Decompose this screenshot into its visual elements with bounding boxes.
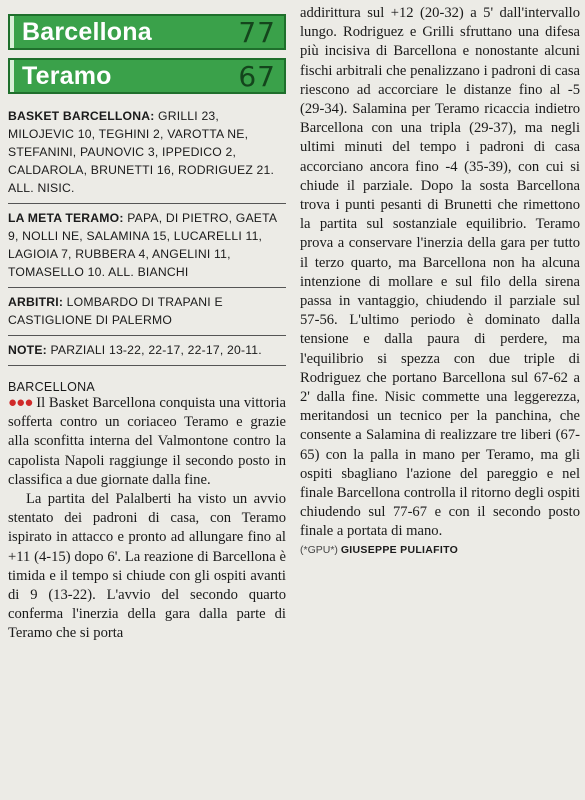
left-column [8,14,286,644]
byline-author: GIUSEPPE PULIAFITO [340,543,459,556]
boxscore-label: BASKET BARCELLONA: [8,109,155,123]
byline-tag: (*GPU*) [300,543,338,556]
team-score: 67 [238,59,276,93]
boxscore-text: PARZIALI 13-22, 22-17, 22-17, 20-11. [46,343,262,357]
byline [300,544,580,556]
dateline: BARCELLONA [8,380,96,394]
score-bar-barcellona [8,14,286,50]
boxscore-label: NOTE: [8,343,47,357]
score-bar-teramo [8,58,286,94]
article-paragraph [8,490,286,644]
boxscore-text: PAPA, DI PIETRO, GAETA 9, NOLLI NE, SALAMINA 15, LUCARELLI 11, LAGIOIA 7, RUBBERA 4, ANGELINI 11, TOMASELLO 10. ALL. BIANCHI [8,211,277,279]
bullet-icon: ●●● [8,395,33,411]
right-column [300,4,580,556]
team-name: Teramo [22,61,112,90]
boxscore-arbitri [8,288,286,336]
boxscore-note [8,336,286,366]
boxscore-text: GRILLI 23, MILOJEVIC 10, TEGHINI 2, VAROTTA NE, STEFANINI, PAUNOVIC 3, IPPEDICO 2, CALDAROLA, BRUNETTI 16, RODRIGUEZ 21. ALL. NISIC. [8,109,275,195]
article-body-left [8,394,286,644]
team-score: 77 [238,15,276,49]
boxscore-label: LA META TERAMO: [8,211,124,225]
boxscore-text: LOMBARDO DI TRAPANI E CASTIGLIONE DI PALERMO [8,295,223,327]
article-text: La partita del Palalberti ha visto un avvio stentato dei padroni di casa, con Teramo ispirato in attacco e pronto ad allungare fino al +11 (4-15) dopo 6'. La reazione di Barcellona è timida e il tempo si chiude con gli ospiti avanti di 9 (13-22). L'avvio del secondo quarto conferma l'inerzia della gara dalla parte di Teramo che si porta [8,491,286,642]
article-lead-text: Il Basket Barcellona conquista una vittoria sofferta contro un coriaceo Teramo e grazie alla sconfitta interna del Valmontone contro la capolista Napoli raggiunge il secondo posto in classifica a due giornate dalla fine. [8,395,287,488]
boxscore-teramo [8,204,286,288]
article-paragraph [8,394,286,490]
boxscore-barcellona [8,102,286,204]
score-bar-edge [10,60,14,92]
score-bar-edge [10,16,14,48]
team-name: Barcellona [22,17,152,46]
article-paragraph-continued [300,4,580,542]
article-text: addirittura sul +12 (20-32) a 5' dall'intervallo lungo. Rodriguez e Grilli sfruttano una difesa più incisiva di Barcellona e nonostante alcuni fischi arbitrali che penalizzano i padroni di casa riescono ad accorciare le distanze fino al -5 (29-34). Salamina per Teramo ricaccia indietro Barcellona con una tripla (29-37), ma negli ultimi minuti del tempo i padroni di casa accorciano ancora fino -4 (35-39), con cui si chiude il parziale. Dopo la sosta Barcellona trova i punti pesanti di Brunetti che rimettono la partita sul sostanziale equilibrio. Teramo prova a conservare l'inerzia della gara per tutto il terzo quarto, ma Barcellona non ha alcuna intenzione di mollare e sul filo della sirena passa in vantaggio, chiudendo il parziale sul 57-56. L'ultimo periodo è dominato dalla tensione e dalla paura di perdere, ma l'equilibrio si spezza con due triple di Rodriguez che portano Barcellona sul 67-62 a 2' dalla fine. Nisic commette una leggerezza, meritandosi un tecnico per la panchina, che consente a Salamina di realizzare tre liberi (67-65) con la palla in mano per Teramo, ma gli ospiti sbagliano l'azione del pareggio e nel finale Barcellona controlla il ritorno degli ospiti chiudendo sul 77-67 e con il secondo posto finale a portata di mano. [300,5,580,540]
boxscore-label: ARBITRI: [8,295,64,309]
article-body-right [300,4,580,542]
